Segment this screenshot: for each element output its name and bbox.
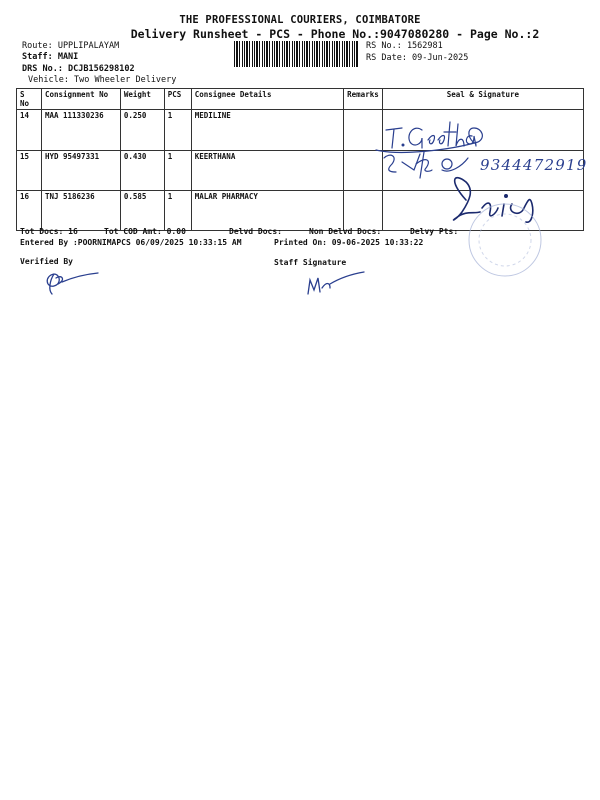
cell-weight: 0.430 [120,151,164,191]
barcode [234,41,358,67]
col-header-remarks: Remarks [344,89,383,110]
cell-consignee: MALAR PHARMACY [191,191,343,231]
staff-signature-mark [300,266,370,300]
verified-by-label: Verified By [20,257,73,266]
col-header-weight: Weight [120,89,164,110]
delvd-docs: Delvd Docs: [229,227,282,236]
route-label: Route: UPPLIPALAYAM [22,41,120,51]
col-header-pcs: PCS [164,89,191,110]
cell-consignment: MAA 111330236 [41,110,120,151]
non-delvd-docs: Non Delvd Docs: [309,227,382,236]
col-header-seal: Seal & Signature [382,89,583,110]
staff-signature-label: Staff Signature [274,258,347,267]
cell-sno: 16 [17,191,42,231]
geetha-signature [376,122,482,152]
col-header-sno: S No [17,89,42,110]
cell-consignment: TNJ 5186236 [41,191,120,231]
cell-weight: 0.585 [120,191,164,231]
cell-pcs: 1 [164,151,191,191]
cell-sno: 15 [17,151,42,191]
cell-weight: 0.250 [120,110,164,151]
company-seal [469,204,541,276]
cell-consignee: KEERTHANA [191,151,343,191]
col-header-consignment: Consignment No [41,89,120,110]
delvy-pts: Delvy Pts: [410,227,459,236]
drs-label: DRS No.: DCJB156298102 [22,64,135,74]
handwritten-phone: 9344472919 [480,156,588,174]
vehicle-label: Vehicle: Two Wheeler Delivery [28,75,177,85]
runsheet-title: Delivery Runsheet - PCS - Phone No.:9047080280 - Page No.:2 [130,27,540,41]
cell-sno: 14 [17,110,42,151]
staff-label: Staff: MANI [22,52,79,62]
cell-pcs: 1 [164,110,191,151]
company-title: THE PROFESSIONAL COURIERS, COIMBATORE [179,14,421,26]
printed-on: Printed On: 09-06-2025 10:33:22 [274,238,424,247]
rs-no-label: RS No.: 1562981 [366,41,443,51]
col-header-consignee: Consignee Details [191,89,343,110]
cell-pcs: 1 [164,191,191,231]
initials-scribble [384,152,468,178]
handwritten-signatures [370,100,600,290]
rs-date-label: RS Date: 09-Jun-2025 [366,53,469,63]
verified-by-signature [40,268,100,298]
tot-docs: Tot Docs: 16 [20,227,78,236]
tot-cod-amt: Tot COD Amt: 0.00 [104,227,186,236]
cell-consignment: HYD 95497331 [41,151,120,191]
entered-by: Entered By :POORNIMAPCS 06/09/2025 10:33:15 AM [20,238,242,247]
row16-signature [454,178,533,223]
cell-consignee: MEDILINE [191,110,343,151]
